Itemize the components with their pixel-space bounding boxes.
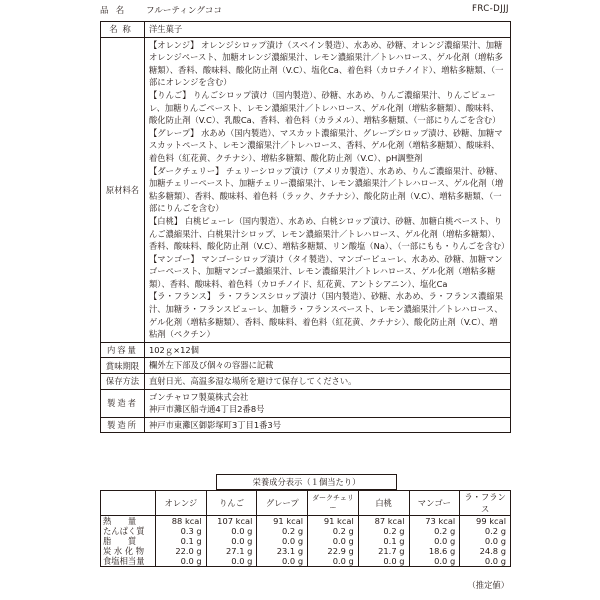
ingredient-paragraph: 【ダークチェリー】 チェリーシロップ漬け（アメリカ製造）、水あめ、りんご濃縮果汁、砂糖、加糖チェリーペースト、加糖チェリー濃縮果汁、レモン濃縮果汁／トレハロース、ゲル化剤（増粘多糖類）、香料、酸味料、着色料（ラック、クチナシ）、酸化防止剤（V.C）、増粘多糖類、（一部にりんごを含む） — [149, 165, 504, 214]
nutrition-value: 18.6 g — [409, 546, 460, 556]
manufacturer-address: 神戸市灘区船寺通4丁目2番8号 — [149, 404, 265, 415]
spec-table — [100, 21, 511, 433]
nutrition-column-header: グレープ — [257, 491, 308, 516]
nutrition-value: 0.0 g — [308, 556, 359, 567]
spec-label-name: 名称 — [101, 22, 145, 38]
nutrition-value: 0.0 g — [257, 556, 308, 567]
nutrition-value: 88 kcal — [156, 516, 207, 527]
nutrition-value: 0.2 g — [257, 526, 308, 536]
spec-value-ingredients — [145, 37, 511, 342]
nutrition-value: 0.0 g — [460, 536, 511, 546]
ingredients-list — [149, 39, 510, 341]
spec-value-contents: 102ｇ×12個 — [145, 342, 511, 358]
nutrition-value: 0.2 g — [308, 526, 359, 536]
nutrition-value: 0.0 g — [460, 556, 511, 567]
nutrition-value: 0.0 g — [257, 536, 308, 546]
nutrition-value: 24.8 g — [460, 546, 511, 556]
spec-row-ingredients — [101, 37, 511, 342]
spec-label-contents: 内容量 — [101, 342, 145, 358]
nutrition-value: 107 kcal — [206, 516, 257, 527]
nutrition-corner-cell — [101, 491, 156, 516]
spec-value-storage: 直射日光、高温多湿な場所を避けて保存してください。 — [145, 374, 511, 390]
ingredient-paragraph: 【オレンジ】 オレンジシロップ漬け（スペイン製造）、水あめ、砂糖、オレンジ濃縮果汁、加糖オレンジペースト、加糖オレンジ濃縮果汁、レモン濃縮果汁／トレハロース、ゲル化剤（増粘多糖類）、香料、酸味料、酸化防止剤（V.C）、塩化Ca、着色料（カロチノイド）、増粘多糖類、（一部にオレンジを含む） — [149, 39, 504, 88]
spec-value-bestbefore: 欄外左下部及び個々の容器に記載 — [145, 358, 511, 374]
nutrition-row — [101, 526, 511, 536]
nutrition-value: 0.2 g — [358, 526, 409, 536]
spec-value-name: 洋生菓子 — [145, 22, 511, 38]
spec-row-factory — [101, 417, 511, 433]
nutrition-column-header: 白桃 — [358, 491, 409, 516]
ingredient-paragraph: 【グレープ】 水あめ（国内製造）、マスカット濃縮果汁、グレープシロップ漬け、砂糖、加糖マスカットペースト、レモン濃縮果汁／トレハロース、香料、ゲル化剤（増粘多糖類）、酸味料、着色料（紅花黄、クチナシ）、増粘多糖類、酸化防止剤（V.C）、pH調整剤 — [149, 127, 503, 163]
nutrition-row-label: 脂 質 — [101, 536, 156, 546]
nutrition-value: 0.0 g — [358, 556, 409, 567]
nutrition-value: 0.1 g — [358, 536, 409, 546]
spec-row-manufacturer — [101, 389, 511, 417]
nutrition-row — [101, 536, 511, 546]
nutrition-row-label: 食塩相当量 — [101, 556, 156, 567]
nutrition-value: 91 kcal — [257, 516, 308, 527]
nutrition-value: 23.1 g — [257, 546, 308, 556]
nutrition-column-header: マンゴー — [409, 491, 460, 516]
spec-label-bestbefore: 賞味期限 — [101, 358, 145, 374]
manufacturer-name: ゴンチャロフ製菓株式会社 — [149, 391, 249, 402]
product-name-label: 品名 — [100, 6, 132, 16]
nutrition-column-header: ラ・フランス — [460, 491, 511, 516]
nutrition-row-label: 熱 量 — [101, 516, 156, 527]
spec-row-contents — [101, 342, 511, 358]
product-code: FRC-DJJJ — [471, 4, 509, 14]
spec-row-name — [101, 22, 511, 38]
spec-label-factory: 製造所 — [101, 417, 145, 433]
ingredient-paragraph: 【マンゴー】 マンゴーシロップ漬け（タイ製造）、マンゴーピューレ、水あめ、砂糖、加糖マンゴーペースト、加糖マンゴー濃縮果汁、レモン濃縮果汁／トレハロース、ゲル化剤（増粘多糖類）、香料、酸味料、着色料（カロチノイド、紅花黄、アントシアニン）、塩化Ca — [149, 253, 503, 289]
nutrition-value: 0.0 g — [156, 556, 207, 567]
nutrition-value: 0.3 g — [156, 526, 207, 536]
nutrition-value: 0.1 g — [156, 536, 207, 546]
nutrition-value: 0.0 g — [409, 556, 460, 567]
product-name-value: フルーティングココ — [146, 6, 222, 16]
nutrition-value: 87 kcal — [358, 516, 409, 527]
nutrition-column-header: オレンジ — [156, 491, 207, 516]
nutrition-value: 22.0 g — [156, 546, 207, 556]
nutrition-row — [101, 546, 511, 556]
ingredient-paragraph: 【ラ・フランス】 ラ・フランスシロップ漬け（国内製造）、砂糖、水あめ、ラ・フランス濃縮果汁、加糖ラ・フランスピューレ、加糖ラ・フランスペースト、レモン濃縮果汁／トレハロース、ゲル化剤（増粘多糖類）、香料、酸味料、着色料（紅花黄、クチナシ）、酸化防止剤（V.C）、増粘剤（ペクチン） — [149, 291, 504, 340]
spec-label-ingredients: 原材料名 — [101, 37, 145, 342]
nutrition-caption: 栄養成分表示（１個当たり） — [216, 474, 397, 490]
nutrition-value: 0.0 g — [206, 526, 257, 536]
nutrition-row-label: 炭 水 化 物 — [101, 546, 156, 556]
nutrition-value: 0.0 g — [308, 536, 359, 546]
nutrition-value: 0.0 g — [206, 556, 257, 567]
nutrition-value: 99 kcal — [460, 516, 511, 527]
spec-row-bestbefore — [101, 358, 511, 374]
spec-value-manufacturer — [145, 389, 511, 417]
nutrition-row — [101, 516, 511, 527]
spec-label-storage: 保存方法 — [101, 374, 145, 390]
nutrition-value: 27.1 g — [206, 546, 257, 556]
nutrition-value: 0.0 g — [206, 536, 257, 546]
nutrition-value: 22.9 g — [308, 546, 359, 556]
nutrition-value: 21.7 g — [358, 546, 409, 556]
spec-label-manufacturer: 製造者 — [101, 389, 145, 417]
nutrition-value: 0.0 g — [409, 536, 460, 546]
nutrition-column-header: ダークチェリー — [308, 491, 359, 516]
nutrition-header-row — [101, 491, 511, 516]
nutrition-value: 0.2 g — [409, 526, 460, 536]
ingredient-paragraph: 【りんご】 りんごシロップ漬け（国内製造）、砂糖、水あめ、りんご濃縮果汁、りんごピューレ、加糖りんごペースト、レモン濃縮果汁／トレハロース、ゲル化剤（増粘多糖類）、酸味料、酸化防止剤（V.C）、乳酸Ca、香料、着色料（カラメル）、増粘多糖類、（一部にりんごを含む） — [149, 89, 501, 126]
nutrition-table — [100, 490, 511, 567]
spec-value-factory: 神戸市東灘区御影塚町3丁目1番3号 — [145, 417, 511, 433]
nutrition-value: 73 kcal — [409, 516, 460, 527]
product-title-row — [100, 2, 511, 16]
nutrition-value: 0.2 g — [460, 526, 511, 536]
nutrition-column-header: りんご — [206, 491, 257, 516]
nutrition-row — [101, 556, 511, 567]
ingredient-paragraph: 【白桃】 白桃ピューレ（国内製造）、水あめ、白桃シロップ漬け、砂糖、加糖白桃ペースト、りんご濃縮果汁、白桃果汁シロップ、レモン濃縮果汁／トレハロース、ゲル化剤（増粘多糖類）、香料、酸味料、酸化防止剤（V.C）、増粘多糖類、リン酸塩（Na）、（一部にもも・りんごを含む） — [149, 215, 510, 252]
nutrition-note: （推定値） — [467, 580, 509, 590]
nutrition-row-label: たんぱく質 — [101, 526, 156, 536]
spec-row-storage — [101, 374, 511, 390]
nutrition-value: 91 kcal — [308, 516, 359, 527]
